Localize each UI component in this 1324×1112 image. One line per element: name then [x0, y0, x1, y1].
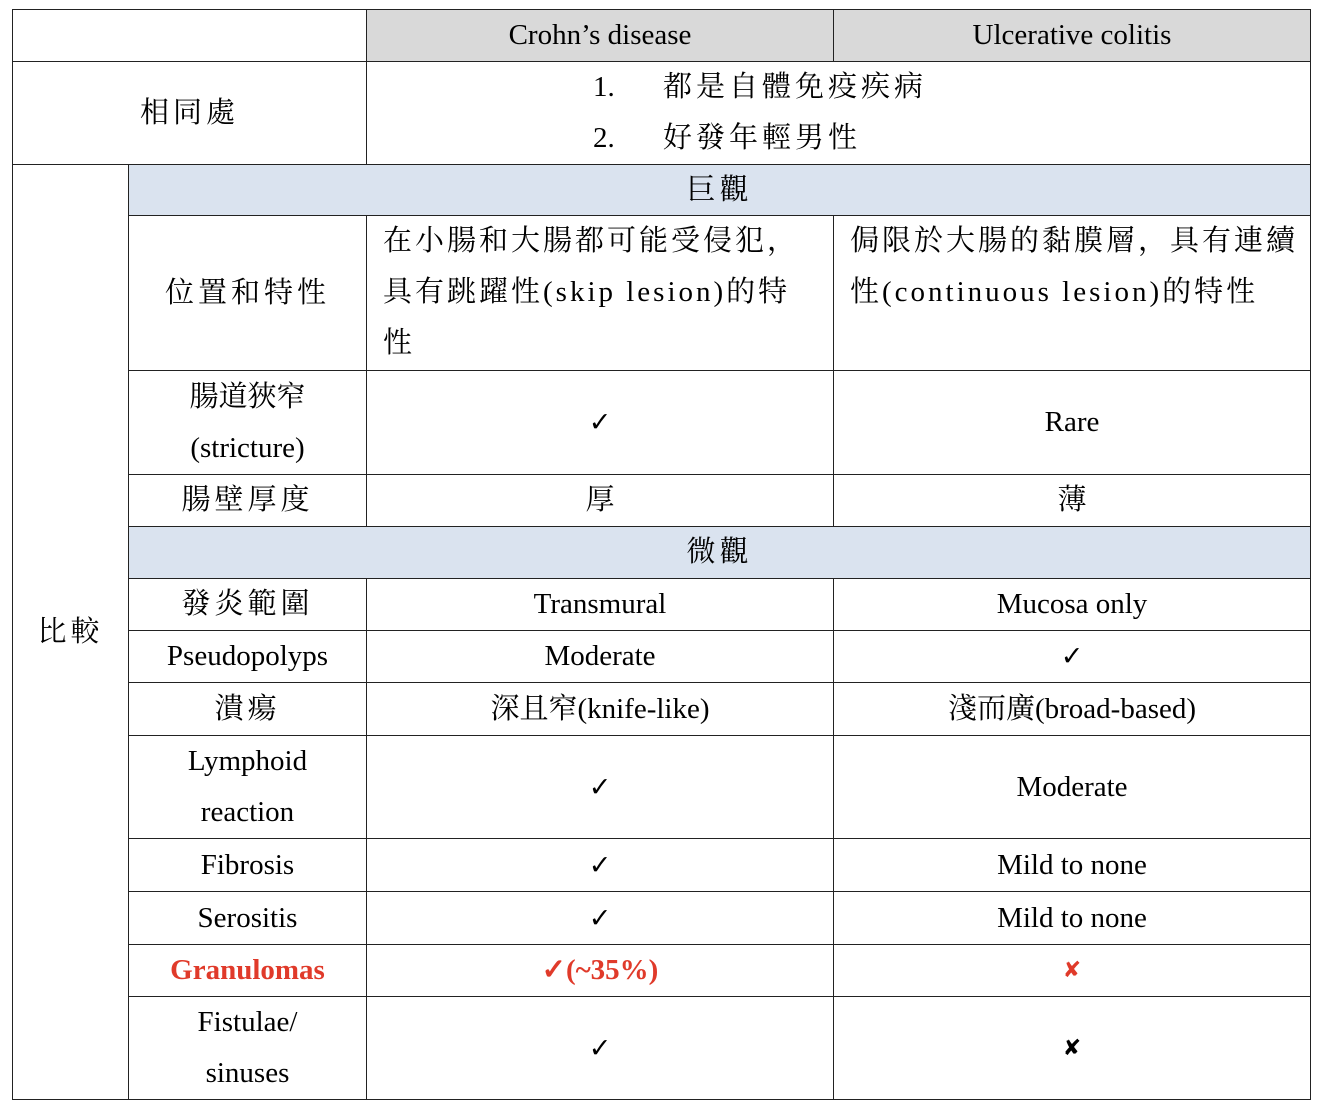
row-label-fistulae: Fistulae/ sinuses [129, 997, 367, 1100]
crohn-granulomas: ✓(~35%) [367, 945, 834, 997]
header-uc: Ulcerative colitis [834, 10, 1311, 62]
crohn-pseudopolyps: Moderate [367, 631, 834, 683]
similarities-label: 相同處 [13, 62, 367, 165]
uc-serositis: Mild to none [834, 892, 1311, 945]
uc-fistulae-cross-icon: ✘ [834, 997, 1311, 1100]
similarity-item: 1. 都是自體免疫疾病 [593, 71, 928, 103]
uc-ulcer: 淺而廣(broad-based) [834, 683, 1311, 736]
uc-stricture: Rare [834, 371, 1311, 475]
comparison-table [12, 9, 1311, 1100]
uc-pseudopolyps: ✓ [834, 631, 1311, 683]
row-label-ulcer: 潰瘍 [129, 683, 367, 736]
row-label-granulomas: Granulomas [129, 945, 367, 997]
row-label-wall-thickness: 腸壁厚度 [129, 475, 367, 527]
row-label-lymphoid: Lymphoid reaction [129, 736, 367, 839]
similarity-item: 2. 好發年輕男性 [593, 122, 862, 154]
comparison-label: 比較 [13, 165, 129, 1100]
crohn-inflammation: Transmural [367, 579, 834, 631]
crohn-ulcer: 深且窄(knife-like) [367, 683, 834, 736]
crohn-wall-thickness: 厚 [367, 475, 834, 527]
header-crohn: Crohn’s disease [367, 10, 834, 62]
similarities-list [367, 62, 1311, 165]
micro-section-title: 微觀 [129, 527, 1311, 579]
uc-granulomas-cross-icon: ✘ [834, 945, 1311, 997]
uc-location: 侷限於大腸的黏膜層，具有連續性(continuous lesion)的特性 [834, 216, 1311, 371]
crohn-serositis: ✓ [367, 892, 834, 945]
row-label-pseudopolyps: Pseudopolyps [129, 631, 367, 683]
macro-section-title: 巨觀 [129, 165, 1311, 216]
uc-inflammation: Mucosa only [834, 579, 1311, 631]
row-label-fibrosis: Fibrosis [129, 839, 367, 892]
row-label-stricture: 腸道狹窄(stricture) [129, 371, 367, 475]
uc-fibrosis: Mild to none [834, 839, 1311, 892]
crohn-fistulae: ✓ [367, 997, 834, 1100]
row-label-serositis: Serositis [129, 892, 367, 945]
row-label-inflammation: 發炎範圍 [129, 579, 367, 631]
corner-cell [13, 10, 367, 62]
crohn-lymphoid: ✓ [367, 736, 834, 839]
crohn-stricture: ✓ [367, 371, 834, 475]
uc-wall-thickness: 薄 [834, 475, 1311, 527]
uc-lymphoid: Moderate [834, 736, 1311, 839]
row-label-location: 位置和特性 [129, 216, 367, 371]
crohn-fibrosis: ✓ [367, 839, 834, 892]
crohn-location: 在小腸和大腸都可能受侵犯，具有跳躍性(skip lesion)的特性 [367, 216, 834, 371]
